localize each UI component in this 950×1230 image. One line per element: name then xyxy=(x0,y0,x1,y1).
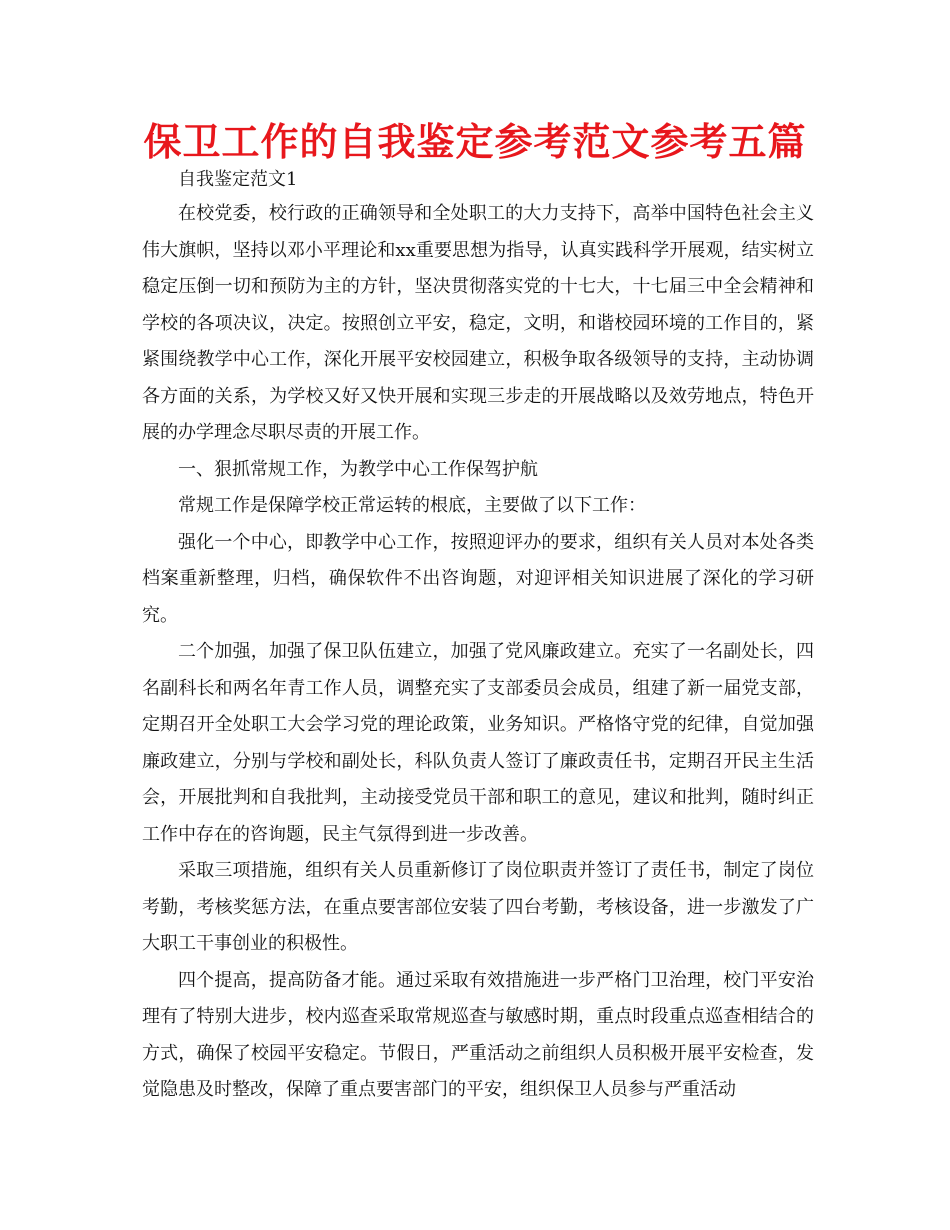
paragraph-three-measures: 采取三项措施，组织有关人员重新修订了岗位职责并签订了责任书，制定了岗位考勤，考核奖惩方法，在重点要害部位安装了四台考勤，考核设备，进一步激发了广大职工干事创业的积极性。 xyxy=(142,860,814,954)
paragraph-one-center: 强化一个中心，即教学中心工作，按照迎评办的要求，组织有关人员对本处各类档案重新整理，归档，确保软件不出咨询题，对迎评相关知识进展了深化的学习研究。 xyxy=(142,531,814,626)
paragraph-intro: 在校党委，校行政的正确领导和全处职工的大力支持下，高举中国特色社会主义伟大旗帜，坚持以邓小平理论和xx重要思想为指导，认真实践科学开展观，结实树立稳定压倒一切和预防为主的方针，坚决贯彻落实党的十七大，十七届三中全会精神和学校的各项决议，决定。按照创立平安，稳定，文明，和谐校园环境的工作目的，紧紧围绕教学中心工作，深化开展平安校园建立，积极争取各级领导的支持，主动协调各方面的关系，为学校又好又快开展和实现三步走的开展战略以及效劳地点，特色开展的办学理念尽职尽责的开展工作。 xyxy=(142,203,814,443)
document-body xyxy=(142,164,814,1109)
paragraph-two-strengthen: 二个加强，加强了保卫队伍建立，加强了党风廉政建立。充实了一名副处长，四名副科长和两名年青工作人员，调整充实了支部委员会成员，组建了新一届党支部，定期召开全处职工大会学习党的理论政策，业务知识。严格恪守党的纪律，自觉加强廉政建立，分别与学校和副处长，科队负责人签订了廉政责任书，定期召开民主生活会，开展批判和自我批判，主动接受党员干部和职工的意见，建议和批判，随时纠正工作中存在的咨询题，民主气氛得到进一步改善。 xyxy=(142,641,814,845)
section-subtitle: 自我鉴定范文1 xyxy=(178,169,298,190)
paragraph-routine-work: 常规工作是保障学校正常运转的根底，主要做了以下工作： xyxy=(178,495,646,516)
section-heading-1: 一、狠抓常规工作，为教学中心工作保驾护航 xyxy=(178,458,538,480)
paragraph-four-improve: 四个提高，提高防备才能。通过采取有效措施进一步严格门卫治理，校门平安治理有了特别大进步，校内巡查采取常规巡查与敏感时期，重点时段重点巡查相结合的方式，确保了校园平安稳定。节假日，严重活动之前组织人员积极开展平安检查，发觉隐患及时整改，保障了重点要害部门的平安，组织保卫人员参与严重活动 xyxy=(142,969,814,1100)
document-title: 保卫工作的自我鉴定参考范文参考五篇 xyxy=(143,120,807,164)
